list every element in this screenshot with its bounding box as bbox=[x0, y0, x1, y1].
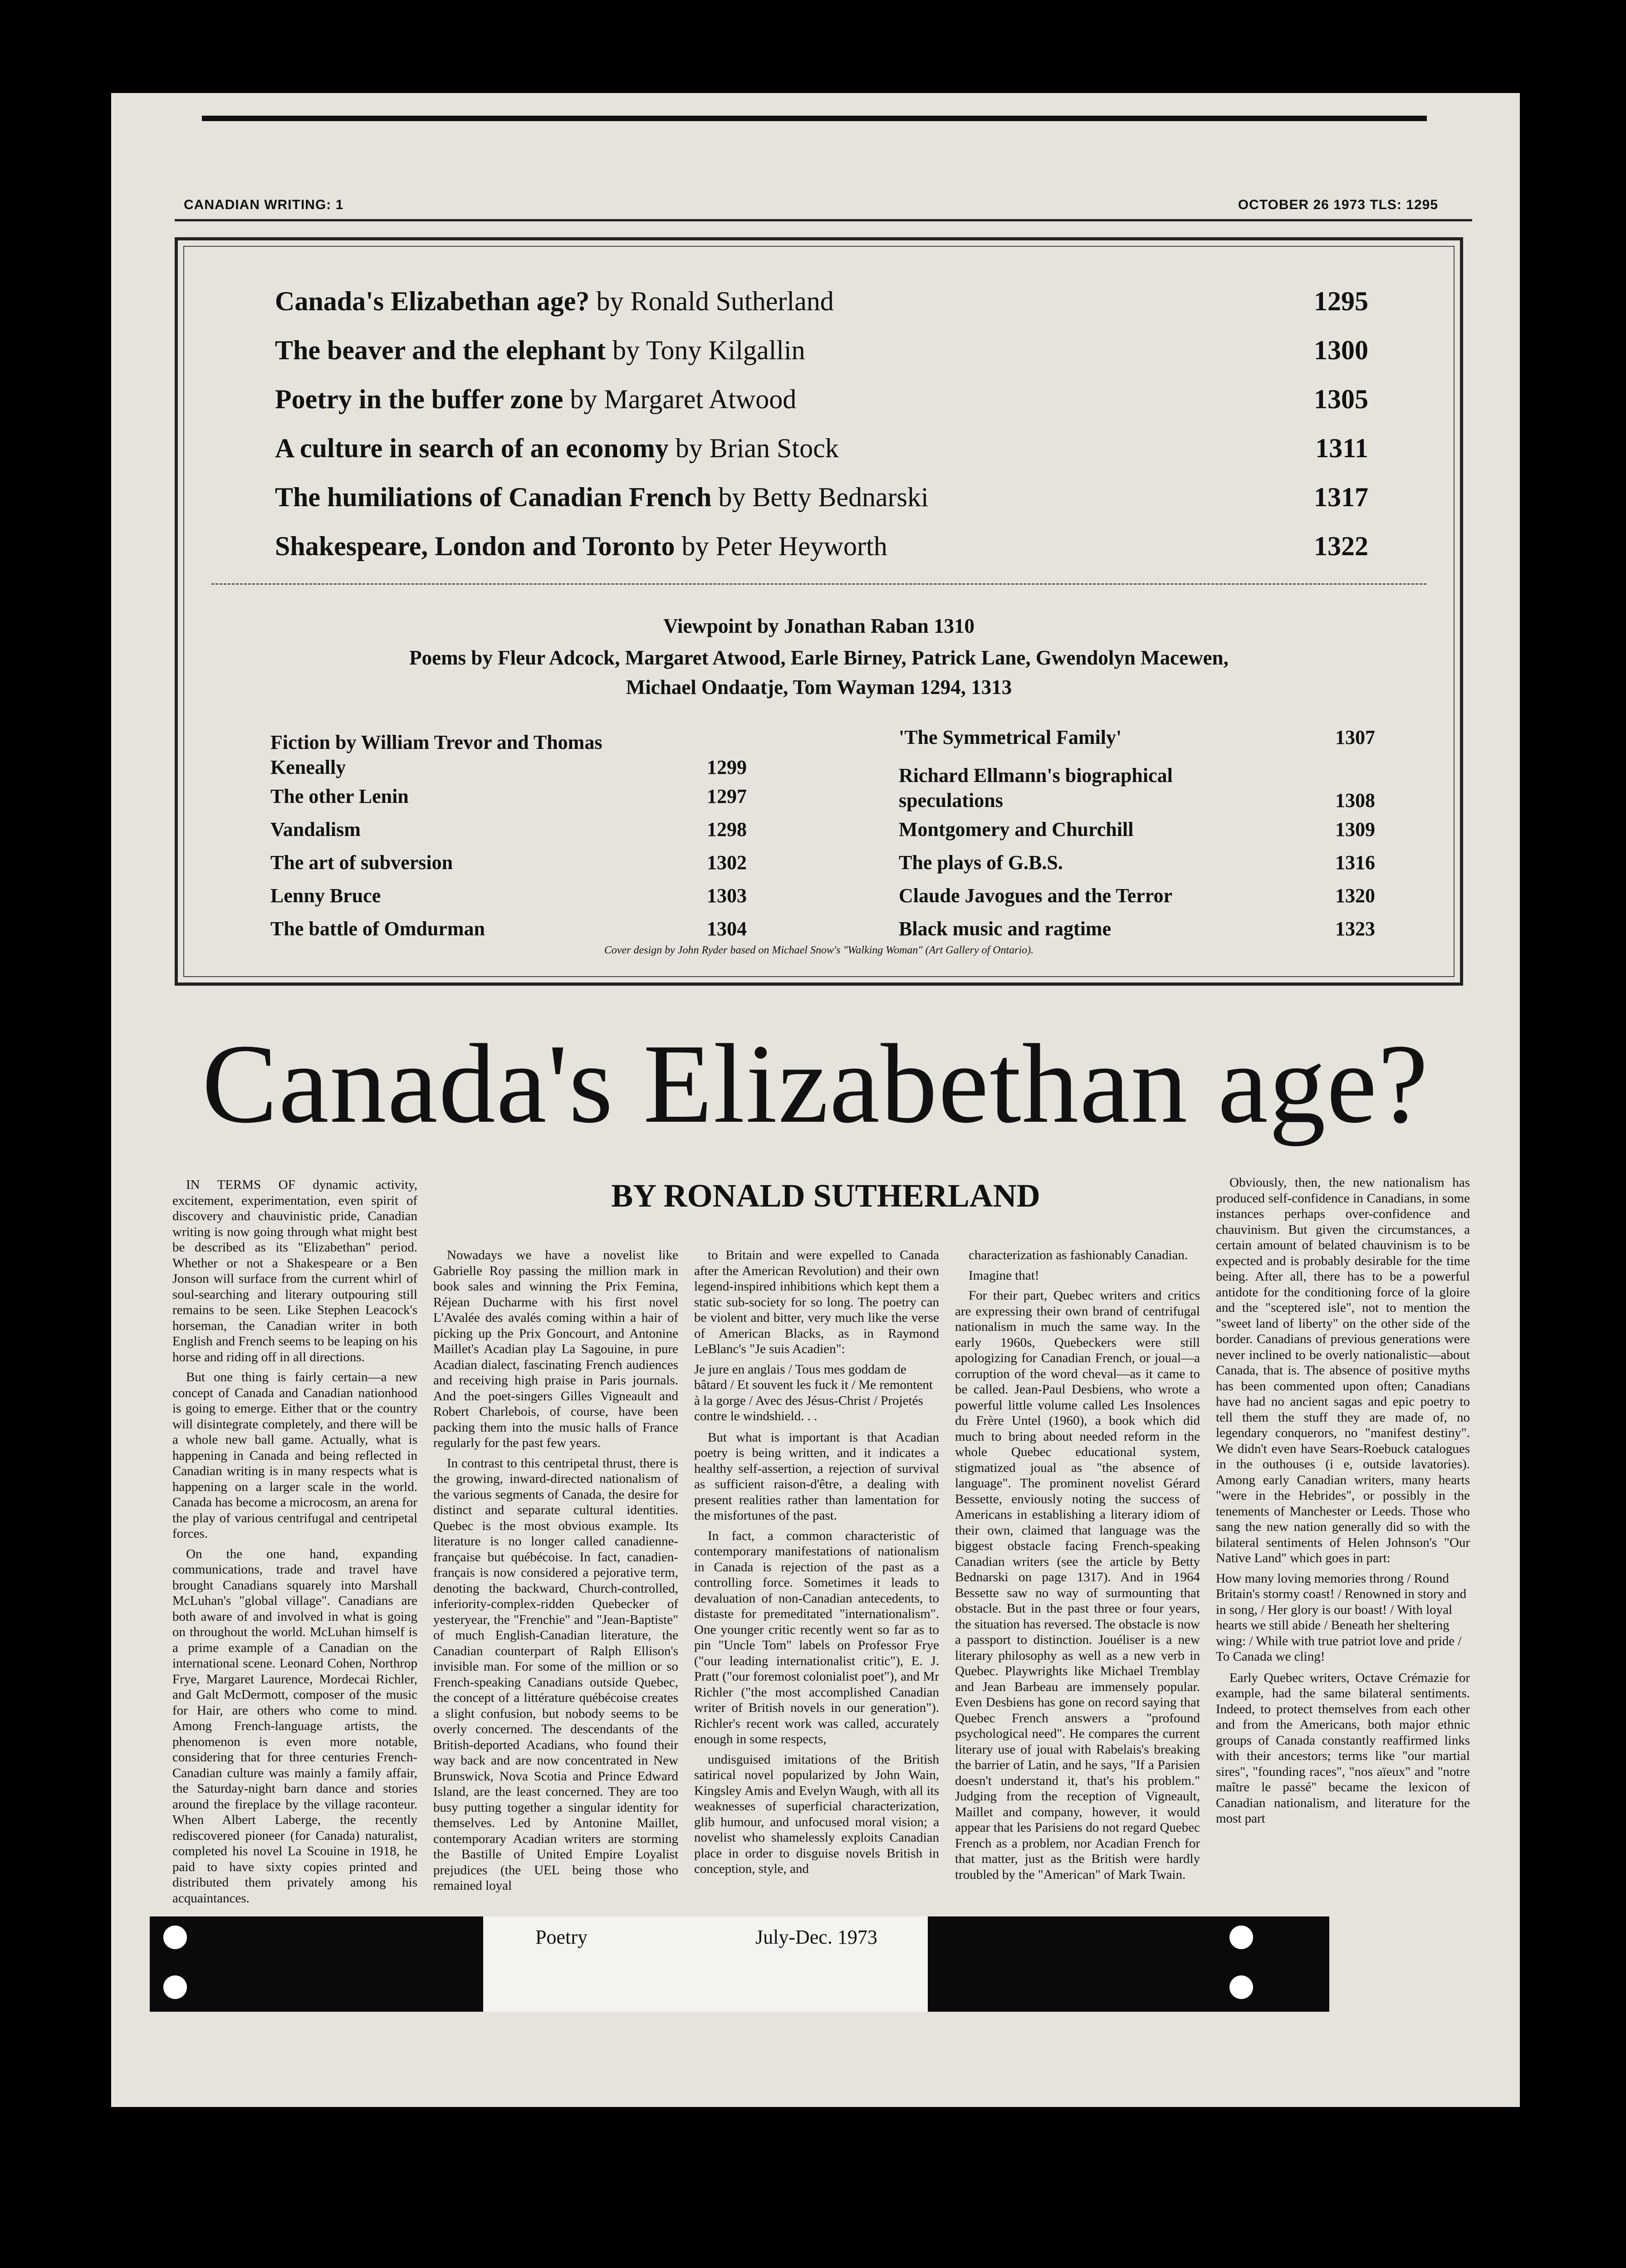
contents-page: 1295 bbox=[1314, 286, 1368, 316]
contents-author: by Betty Bednarski bbox=[718, 482, 929, 512]
article-column-2 bbox=[433, 1247, 678, 1898]
contents-author: by Tony Kilgallin bbox=[612, 335, 805, 365]
contents-item bbox=[275, 424, 1368, 473]
newspaper-page bbox=[111, 93, 1520, 2107]
contents-page: 1300 bbox=[1314, 335, 1368, 365]
film-hole bbox=[1229, 1926, 1253, 1949]
paragraph: For their part, Quebec writers and critics are expressing their own brand of centrifugal nationalism in much the same way. In the early 1960s, Quebeckers were still apologizing for Canadian French, or joual—a corruption of the word cheval—as it came to be called. Jean-Paul Desbiens, who wrote a powerful little volume called Les Insolences du Frère Untel (1960), a book which did much to bring about needed reform in the whole Quebec educational system, stigmatized joual as "the absence of language". The prominent novelist Gérard Bessette, enviously noting the success of Americans in establishing a literary idiom of their own, claimed that language was the biggest obstacle facing French-speaking Canadian writers (see the article by Betty Bednarski on page 1317). And in 1964 Bessette saw no way of surmounting that obstacle. But in the past three or four years, the situation has reversed. The obstacle is now a passport to distinction. Jouéliser is a new literary philosophy as well as a new verb in Quebec. Playwrights like Michael Tremblay and Jean Barbeau are immensely popular. Even Desbiens has gone on record saying that Quebec French answers a "profound psychological need". He compares the current literary use of joual with Rabelais's breaking the barrier of Latin, and he says, "If a Parisien doesn't understand it, that's his problem." Judging from the reception of Vigneault, Maillet and company, however, it would appear that les Parisiens do not regard Quebec French as a problem, nor Acadian French for that matter, just as the British were hardly troubled by the "American" of Mark Twain. bbox=[955, 1288, 1200, 1882]
film-hole bbox=[1229, 1975, 1253, 1999]
article-column-4 bbox=[955, 1247, 1200, 1887]
paragraph: But what is important is that Acadian poetry is being written, and it indicates a healthy self-assertion, a rejection of survival as sufficient raison-d'être, a dealing with present realities rather than lamentation for the misfortunes of the past. bbox=[694, 1430, 939, 1523]
quoted-verse: How many loving memories throng / Round Britain's stormy coast! / Renowned in story and in song, / Her glory is our boast! / With loyal hearts we still abide / Beneath her sheltering wing: / While with true patriot love and pride / To Canada we cling! bbox=[1216, 1571, 1467, 1664]
review-page: 1320 bbox=[1335, 885, 1375, 907]
header-rule bbox=[175, 219, 1472, 221]
review-item bbox=[899, 754, 1375, 813]
review-title: The plays of G.B.S. bbox=[899, 851, 1063, 874]
slip-left-label: Poetry bbox=[535, 1926, 588, 1948]
microfilm-strip bbox=[150, 1916, 1329, 2012]
contents-title: Canada's Elizabethan age? bbox=[275, 286, 590, 316]
contents-title: A culture in search of an economy bbox=[275, 433, 669, 463]
contents-title: Poetry in the buffer zone bbox=[275, 384, 563, 414]
paragraph: to Britain and were expelled to Canada after the American Revolution) and their own legend-inspired inhibitions which kept them a static sub-society for so long. The poetry can be violent and bitter, very much like the verse of American Blacks, as in Raymond LeBlanc's "Je suis Acadien": bbox=[694, 1248, 939, 1356]
review-page: 1309 bbox=[1335, 818, 1375, 841]
review-page: 1298 bbox=[707, 818, 747, 841]
top-rule bbox=[202, 116, 1427, 121]
review-page: 1323 bbox=[1335, 918, 1375, 940]
article-column-3 bbox=[694, 1247, 939, 1882]
review-item bbox=[270, 879, 747, 912]
running-head-left: CANADIAN WRITING: 1 bbox=[184, 197, 344, 212]
review-item bbox=[899, 813, 1375, 846]
poems-line-1: Poems by Fleur Adcock, Margaret Atwood, Earle Birney, Patrick Lane, Gwendolyn Macewen, bbox=[409, 646, 1229, 669]
paragraph: But one thing is fairly certain—a new concept of Canada and Canadian nationhood is going to emerge. Either that or the country will disintegrate completely, and there will be a whole new ball game. Actually, what is happening in Canada and being reflected in Canadian writing is in many respects what is happening on a larger scale in the world. Canada has become a microcosm, an arena for the play of various centrifugal and centripetal forces. bbox=[172, 1370, 417, 1541]
review-title: Lenny Bruce bbox=[270, 885, 381, 907]
cover-credit: Cover design by John Ryder based on Michael Snow's "Walking Woman" (Art Gallery of Ontario). bbox=[604, 944, 1034, 956]
contents-inner-frame bbox=[183, 246, 1455, 977]
review-item bbox=[270, 813, 747, 846]
running-head-right: OCTOBER 26 1973 TLS: 1295 bbox=[1238, 197, 1438, 212]
contents-page: 1311 bbox=[1315, 433, 1368, 463]
reviews-left-column bbox=[270, 721, 747, 945]
quoted-verse: Je jure en anglais / Tous mes goddam de bâtard / Et souvent les fuck it / Me remontent à la gorge / Avec des Jésus-Christ / Projetés contre le windshield. . . bbox=[694, 1362, 933, 1423]
review-title: Fiction by William Trevor and Thomas Keneally bbox=[270, 731, 602, 778]
contents-title: The humiliations of Canadian French bbox=[275, 482, 712, 512]
review-item bbox=[270, 912, 747, 945]
block-quote: undisguised imitations of the British satirical novel popularized by John Wain, Kingsley Amis and Evelyn Waugh, with all its weaknesses of superficial characterization, glib humour, and unfocused moral vision; a novelist who shamelessly exploits Canadian place in order to disguise novels British in conception, style, and bbox=[694, 1752, 939, 1876]
contents-page: 1322 bbox=[1314, 531, 1368, 561]
viewpoint-line: Viewpoint by Jonathan Raban 1310 bbox=[663, 615, 975, 637]
article-byline: BY RONALD SUTHERLAND bbox=[611, 1178, 1040, 1214]
contents-page: 1305 bbox=[1314, 384, 1368, 414]
review-page: 1299 bbox=[707, 756, 747, 778]
review-title: Black music and ragtime bbox=[899, 918, 1112, 940]
contents-item bbox=[275, 277, 1368, 326]
paragraph: In contrast to this centripetal thrust, there is the growing, inward-directed nationalism of the various segments of Canada, the desire for distinct and separate cultural identities. Quebec is the most obvious example. Its literature is no longer called canadienne-française but québécoise. In fact, canadien-français is now considered a pejorative term, denoting the backward, Church-controlled, inferiority-complex-ridden Quebecker of yesteryear, the "Frenchie" and "Jean-Baptiste" of much English-Canadian literature, the Canadian counterpart of Ralph Ellison's invisible man. For some of the million or so French-speaking Canadians outside Quebec, the concept of a littérature québécoise creates a slight confusion, but nobody seems to be overly concerned. The descendants of the British-deported Acadians, who found their way back and are now concentrated in New Brunswick, Nova Scotia and Prince Edward Island, are the least concerned. They are too busy putting together a singular identity for themselves. Led by Antonine Maillet, contemporary Acadian writers are storming the Bastille of United Empire Loyalist prejudices (the UEL being those who remained loyal bbox=[433, 1456, 678, 1893]
contents-item bbox=[275, 473, 1368, 522]
paragraph: Imagine that! bbox=[969, 1268, 1039, 1283]
contents-page: 1317 bbox=[1314, 482, 1368, 512]
contents-author: by Ronald Sutherland bbox=[596, 286, 834, 316]
review-item bbox=[899, 879, 1375, 912]
review-page: 1303 bbox=[707, 885, 747, 907]
contents-list bbox=[275, 277, 1368, 571]
article-headline: Canada's Elizabethan age? bbox=[202, 1021, 1429, 1147]
review-page: 1316 bbox=[1335, 851, 1375, 874]
paragraph: characterization as fashionably Canadian. bbox=[969, 1248, 1188, 1262]
review-item bbox=[270, 846, 747, 879]
review-title: Montgomery and Churchill bbox=[899, 818, 1134, 841]
contents-item bbox=[275, 522, 1368, 571]
review-page: 1307 bbox=[1335, 726, 1375, 748]
paragraph: In fact, a common characteristic of contemporary manifestations of nationalism in Canada is rejection of the past as a controlling force. Sometimes it leads to devaluation of non-Canadian antecedents, to distaste for premeditated "internationalism". One younger critic recently went so far as to pin "Uncle Tom" labels on Professor Frye ("our leading internationalist critic"), E. J. Pratt ("our foremost colonialist poet"), and Mr Richler ("the most accomplished Canadian writer of British novels in our generation"). Richler's recent work was called, accurately enough in some respects, bbox=[694, 1528, 939, 1746]
paragraph: IN TERMS OF dynamic activity, excitement, experimentation, even spirit of discovery and chauvinistic pride, Canadian writing is now going through what might best be described as its "Elizabethan" period. Whether or not a Shakespeare or a Ben Jonson will surface from the current whirl of soul-searching and literary outpouring still remains to be seen. Like Stephen Leacock's horseman, the Canadian writer in both English and French seems to be leaping on his horse and riding off in all directions. bbox=[172, 1178, 417, 1364]
review-title: The other Lenin bbox=[270, 785, 409, 807]
paragraph: Nowadays we have a novelist like Gabrielle Roy passing the million mark in book sales and winning the Prix Femina, Réjean Ducharme with his first novel L'Avalée des avalés coming within a hair of picking up the Prix Goncourt, and Antonine Maillet's Acadian play La Sagouine, in pure Acadian dialect, fascinating French audiences and receiving high praise in Paris journals. And the poet-singers Gilles Vigneault and Robert Charlebois, of course, have been packing them into the music halls of France regularly for the past few years. bbox=[433, 1248, 678, 1450]
review-page: 1308 bbox=[1335, 789, 1375, 811]
review-title: 'The Symmetrical Family' bbox=[899, 726, 1122, 748]
article-column-5 bbox=[1216, 1175, 1470, 1831]
article-column-1 bbox=[172, 1177, 417, 1911]
review-title: Richard Ellmann's biographical speculations bbox=[899, 764, 1173, 811]
slip-right-label: July-Dec. 1973 bbox=[755, 1926, 877, 1948]
review-page: 1302 bbox=[707, 851, 747, 874]
contents-divider bbox=[211, 583, 1426, 585]
review-title: Vandalism bbox=[270, 818, 361, 841]
film-label-slip bbox=[483, 1916, 928, 2012]
paragraph: Early Quebec writers, Octave Crémazie for example, had the same bilateral sentiments. Indeed, to protect themselves from each other and from the Americans, both major ethnic groups of Canada constantly reaffirmed links with their ancestors; terms like "our martial sires", "founding races", "nos aïeux" and "notre maître le passé" became the lexicon of Canadian nationalism, and literature for the most part bbox=[1216, 1670, 1470, 1826]
contents-title: Shakespeare, London and Toronto bbox=[275, 531, 675, 561]
contents-title: The beaver and the elephant bbox=[275, 335, 606, 365]
review-page: 1304 bbox=[707, 918, 747, 940]
paragraph: Obviously, then, the new nationalism has produced self-confidence in Canadians, in some instances perhaps over-confidence and chauvinism. But given the circumstances, a certain amount of belated chauvinism is to be expected and is probably desirable for the time being. After all, there has to be a powerful antidote for the conditioning force of la gloire and the "sceptered isle", not to mention the "sweet land of liberty" on the other side of the border. Canadians of previous generations were never inclined to be overly nationalistic—about Canada, that is. The absence of positive myths has been commented upon often; Canadians have had no ancient sagas and epic poetry to tell them the stuff they are made of, no legendary conquerors, no "manifest destiny". We didn't even have Sears-Roebuck catalogues in the outhouses (i e, outside lavatories). Among early Canadian writers, many hearts "were in the Hebrides", or possibly in the tenements of Manchester or Leeds. Those who sang the new nation generally did so with the bilateral sentiments of Helen Johnson's "Our Native Land" which goes in part: bbox=[1216, 1175, 1470, 1565]
contents-item bbox=[275, 326, 1368, 375]
review-item bbox=[899, 912, 1375, 945]
contents-item bbox=[275, 375, 1368, 424]
review-title: The art of subversion bbox=[270, 851, 453, 874]
contents-author: by Peter Heyworth bbox=[681, 531, 887, 561]
review-item bbox=[270, 721, 747, 780]
review-title: The battle of Omdurman bbox=[270, 918, 485, 940]
poems-line-2: Michael Ondaatje, Tom Wayman 1294, 1313 bbox=[626, 676, 1012, 699]
review-page: 1297 bbox=[707, 785, 747, 807]
contents-box bbox=[175, 237, 1463, 986]
paragraph: On the one hand, expanding communications, trade and travel have brought Canadians squarely into Marshall McLuhan's "global village". Canadians are both aware of and involved in what is going on throughout the world. McLuhan himself is a prime example of a Canadian on the international scene. Leonard Cohen, Northrop Frye, Margaret Laurence, Mordecai Richler, and Galt McDermott, composer of the music for Hair, are others who come to mind. Among French-language artists, the phenomenon is even more notable, considering that for three centuries French-Canadian culture was mainly a family affair, the Saturday-night barn dance and stories around the fireplace by the village raconteur. When Albert Laberge, the recently rediscovered pioneer (for Canada) naturalist, completed his novel La Scouine in 1918, he paid to have sixty copies printed and distributed them privately among his acquaintances. bbox=[172, 1546, 417, 1906]
film-hole bbox=[163, 1975, 187, 1999]
film-hole bbox=[163, 1926, 187, 1949]
reviews-right-column bbox=[899, 721, 1375, 945]
review-item bbox=[899, 846, 1375, 879]
review-title: Claude Javogues and the Terror bbox=[899, 885, 1173, 907]
contents-author: by Brian Stock bbox=[675, 433, 839, 463]
contents-author: by Margaret Atwood bbox=[570, 384, 797, 414]
review-item bbox=[270, 780, 747, 813]
review-item bbox=[899, 721, 1375, 754]
